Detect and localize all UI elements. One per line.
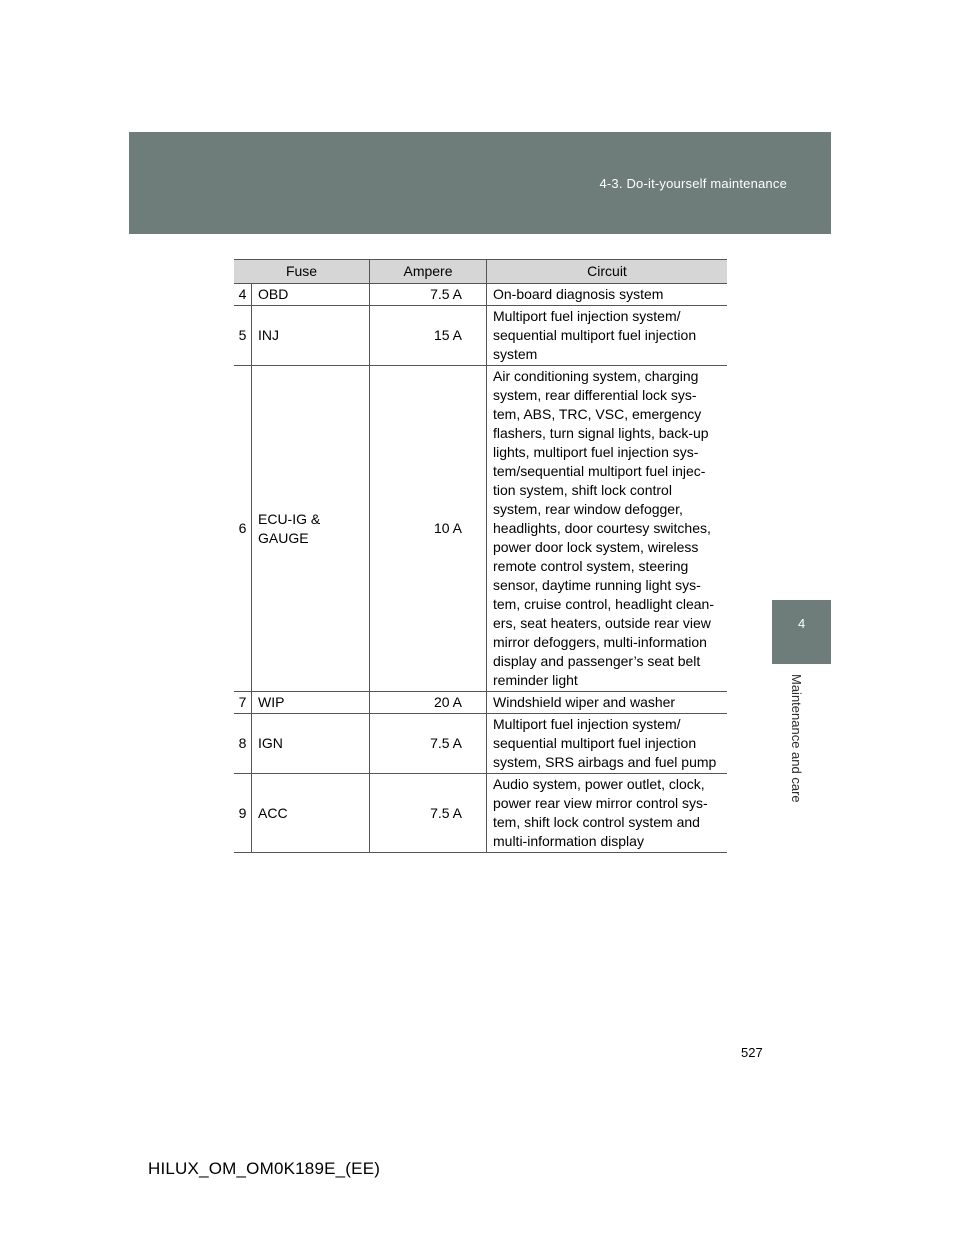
fuse-name: ECU-IG & GAUGE bbox=[252, 366, 370, 692]
fuse-table bbox=[234, 259, 727, 853]
fuse-number: 5 bbox=[234, 306, 252, 366]
fuse-name: ACC bbox=[252, 774, 370, 853]
chapter-tab[interactable] bbox=[772, 600, 831, 664]
chapter-label: Maintenance and care bbox=[789, 674, 804, 803]
fuse-ampere: 10 A bbox=[370, 366, 487, 692]
table-header-row bbox=[234, 260, 727, 284]
header-circuit: Circuit bbox=[487, 260, 728, 284]
fuse-number: 6 bbox=[234, 366, 252, 692]
table-row bbox=[234, 692, 727, 714]
fuse-circuit: Multiport fuel injection system/ sequential multiport fuel injection system, SRS airbags and fuel pump bbox=[487, 714, 728, 774]
fuse-circuit: Multiport fuel injection system/ sequential multiport fuel injection system bbox=[487, 306, 728, 366]
table-row bbox=[234, 284, 727, 306]
fuse-name: WIP bbox=[252, 692, 370, 714]
table-row bbox=[234, 366, 727, 692]
fuse-circuit: Windshield wiper and washer bbox=[487, 692, 728, 714]
section-title: 4-3. Do-it-yourself maintenance bbox=[599, 176, 787, 191]
chapter-label-area bbox=[772, 664, 831, 824]
header-fuse: Fuse bbox=[234, 260, 370, 284]
document-code: HILUX_OM_OM0K189E_(EE) bbox=[148, 1159, 381, 1178]
fuse-circuit: On-board diagnosis system bbox=[487, 284, 728, 306]
fuse-number: 7 bbox=[234, 692, 252, 714]
fuse-name: OBD bbox=[252, 284, 370, 306]
chapter-number: 4 bbox=[798, 616, 806, 631]
fuse-number: 8 bbox=[234, 714, 252, 774]
table-row bbox=[234, 714, 727, 774]
fuse-ampere: 15 A bbox=[370, 306, 487, 366]
page-number: 527 bbox=[741, 1045, 763, 1060]
fuse-ampere: 7.5 A bbox=[370, 714, 487, 774]
section-header-band bbox=[129, 132, 831, 234]
fuse-ampere: 7.5 A bbox=[370, 284, 487, 306]
fuse-circuit: Audio system, power outlet, clock, power rear view mirror control sys-tem, shift lock control system and multi-information display bbox=[487, 774, 728, 853]
fuse-ampere: 7.5 A bbox=[370, 774, 487, 853]
fuse-name: INJ bbox=[252, 306, 370, 366]
header-ampere: Ampere bbox=[370, 260, 487, 284]
fuse-number: 9 bbox=[234, 774, 252, 853]
fuse-name: IGN bbox=[252, 714, 370, 774]
fuse-number: 4 bbox=[234, 284, 252, 306]
table-row bbox=[234, 306, 727, 366]
table-row bbox=[234, 774, 727, 853]
fuse-circuit: Air conditioning system, charging system, rear differential lock sys-tem, ABS, TRC, VSC, emergency flashers, turn signal lights, back-up lights, multiport fuel injection sys-tem/sequential multiport fuel injec-tion system, shift lock control system, rear window defogger, headlights, door courtesy switches, power door lock system, wireless remote control system, steering sensor, daytime running light sys-tem, cruise control, headlight clean-ers, seat heaters, outside rear view mirror defoggers, multi-information display and passenger’s seat belt reminder light bbox=[487, 366, 728, 692]
fuse-ampere: 20 A bbox=[370, 692, 487, 714]
